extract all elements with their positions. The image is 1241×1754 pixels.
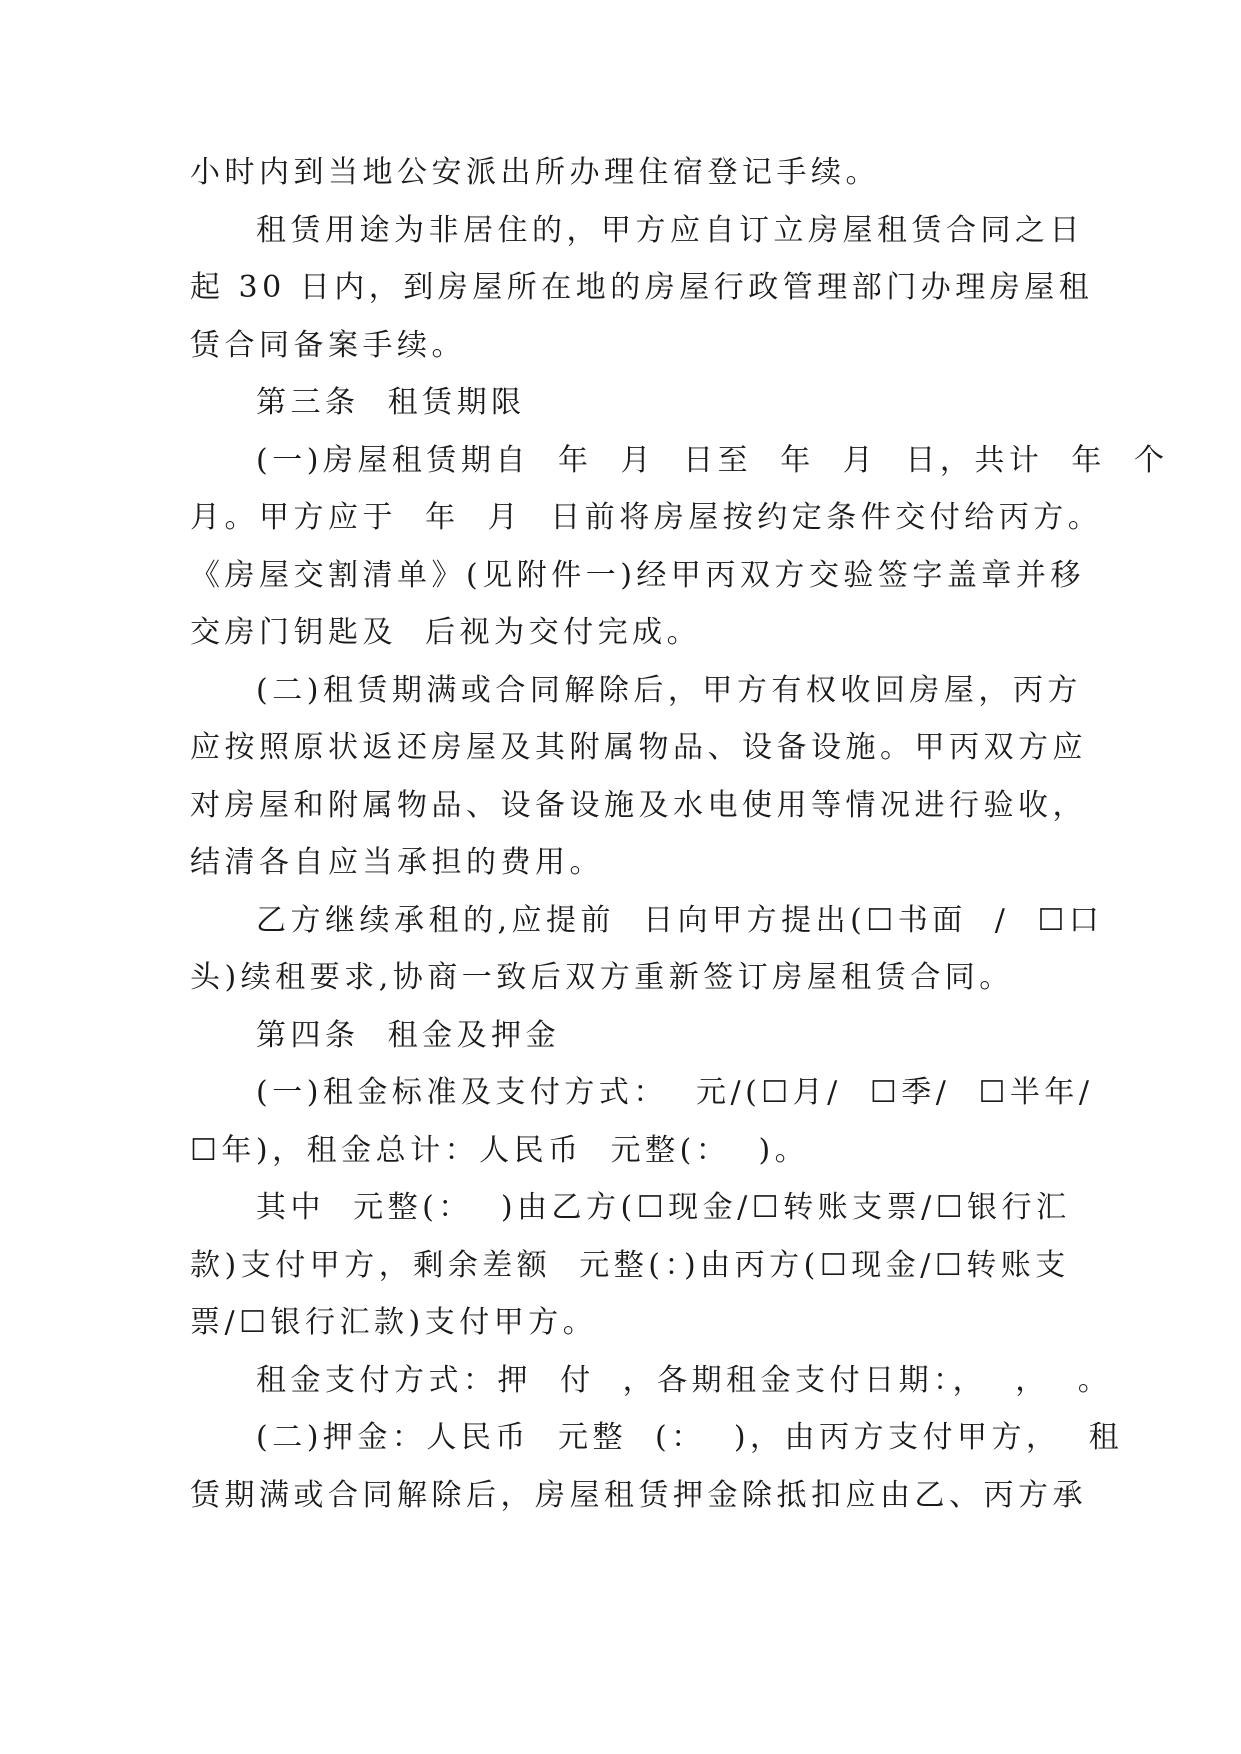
text-line: 租金支付方式：押 付 ，各期租金支付日期：， ， 。 <box>256 1363 1113 1398</box>
text-line: 月。甲方应于 年 月 日前将房屋按约定条件交付给丙方。 <box>190 500 1103 535</box>
text-line: 对房屋和附属物品、设备设施及水电使用等情况进行验收， <box>190 788 1087 823</box>
text-line: 交房门钥匙及 后视为交付完成。 <box>190 615 702 650</box>
text-line: 《房屋交割清单》(见附件一)经甲丙双方交验签字盖章并移 <box>190 558 1085 593</box>
text-line: ☐年)，租金总计：人民币 元整(： )。 <box>190 1133 810 1168</box>
text-line: (二)租赁期满或合同解除后，甲方有权收回房屋，丙方 <box>256 673 1082 708</box>
text-line: 赁合同备案手续。 <box>190 328 466 363</box>
text-line: 赁期满或合同解除后，房屋租赁押金除抵扣应由乙、丙方承 <box>190 1478 1087 1513</box>
text-line: 租赁用途为非居住的，甲方应自订立房屋租赁合同之日 <box>256 213 1084 248</box>
text-line: 小时内到当地公安派出所办理住宿登记手续。 <box>190 155 880 190</box>
text-line: 款)支付甲方，剩余差额 元整(：)由丙方(☐现金/☐转账支 <box>190 1248 1070 1283</box>
text-line: 起 30 日内，到房屋所在地的房屋行政管理部门办理房屋租 <box>190 270 1094 305</box>
text-line: 应按照原状返还房屋及其附属物品、设备设施。甲丙双方应 <box>190 730 1087 765</box>
text-line: 结清各自应当承担的费用。 <box>190 845 604 880</box>
text-line: 票/☐银行汇款)支付甲方。 <box>190 1305 598 1340</box>
text-line: (二)押金：人民币 元整 (： )，由丙方支付甲方， 租 <box>256 1420 1124 1455</box>
text-line: (一)房屋租赁期自 年 月 日至 年 月 日，共计 年 个 <box>256 443 1169 478</box>
text-line: 其中 元整(： )由乙方(☐现金/☐转账支票/☐银行汇 <box>256 1190 1071 1225</box>
text-line: (一)租金标准及支付方式： 元/(☐月/ ☐季/ ☐半年/ <box>256 1075 1094 1110</box>
section-heading: 第三条 租赁期限 <box>256 385 526 420</box>
text-line: 乙方继续承租的,应提前 日向甲方提出(☐书面 / ☐口 <box>256 903 1104 938</box>
section-heading: 第四条 租金及押金 <box>256 1018 561 1053</box>
text-line: 头)续租要求,协商一致后双方重新签订房屋租赁合同。 <box>190 960 1014 995</box>
